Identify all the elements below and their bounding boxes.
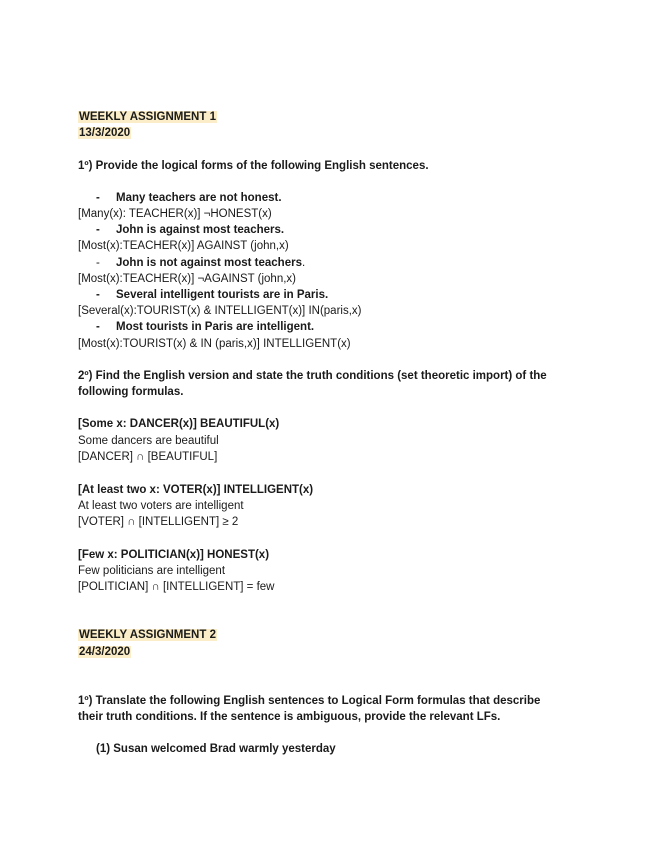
list-item: - Most tourists in Paris are intelligent. (96, 321, 315, 333)
assignment-1-date: 13/3/2020 (79, 127, 131, 139)
list-item: (1) Susan welcomed Brad warmly yesterday (96, 743, 336, 755)
english-version: Some dancers are beautiful (78, 435, 219, 447)
logical-form-answer: [Most(x):TOURIST(x) & IN (paris,x)] INTELLIGENT(x) (78, 338, 351, 350)
english-version: Few politicians are intelligent (78, 565, 226, 577)
truth-condition: [DANCER] ∩ [BEAUTIFUL] (78, 451, 218, 463)
formula: [Some x: DANCER(x)] BEAUTIFUL(x) (78, 418, 280, 430)
formula: [Few x: POLITICIAN(x)] HONEST(x) (78, 549, 270, 561)
logical-form-answer: [Most(x):TEACHER(x)] ¬AGAINST (john,x) (78, 273, 297, 285)
list-item: - John is against most teachers. (96, 224, 285, 236)
logical-form-answer: [Several(x):TOURIST(x) & INTELLIGENT(x)] IN(paris,x) (78, 305, 362, 317)
assignment-2-title: WEEKLY ASSIGNMENT 2 (79, 629, 216, 641)
formula: [At least two x: VOTER(x)] INTELLIGENT(x) (78, 484, 314, 496)
assignment-2-question-1: 1º) Translate the following English sentences to Logical Form formulas that describe (78, 695, 541, 707)
logical-form-answer: [Many(x): TEACHER(x)] ¬HONEST(x) (78, 208, 272, 220)
assignment-1-title: WEEKLY ASSIGNMENT 1 (79, 111, 216, 123)
assignment-1-question-2-cont: following formulas. (78, 386, 184, 398)
assignment-2-question-1-cont: their truth conditions. If the sentence is ambiguous, provide the relevant LFs. (78, 711, 501, 723)
truth-condition: [POLITICIAN] ∩ [INTELLIGENT] = few (78, 581, 275, 593)
truth-condition: [VOTER] ∩ [INTELLIGENT] ≥ 2 (78, 516, 239, 528)
logical-form-answer: [Most(x):TEACHER(x)] AGAINST (john,x) (78, 240, 289, 252)
list-item: - Many teachers are not honest. (96, 192, 282, 204)
assignment-2-date: 24/3/2020 (79, 646, 131, 658)
english-version: At least two voters are intelligent (78, 500, 244, 512)
assignment-1-question-2: 2º) Find the English version and state the truth conditions (set theoretic import) of the (78, 370, 547, 382)
list-item: - John is not against most teachers. (96, 257, 306, 269)
assignment-1-question-1: 1º) Provide the logical forms of the following English sentences. (78, 160, 429, 172)
list-item: - Several intelligent tourists are in Paris. (96, 289, 329, 301)
